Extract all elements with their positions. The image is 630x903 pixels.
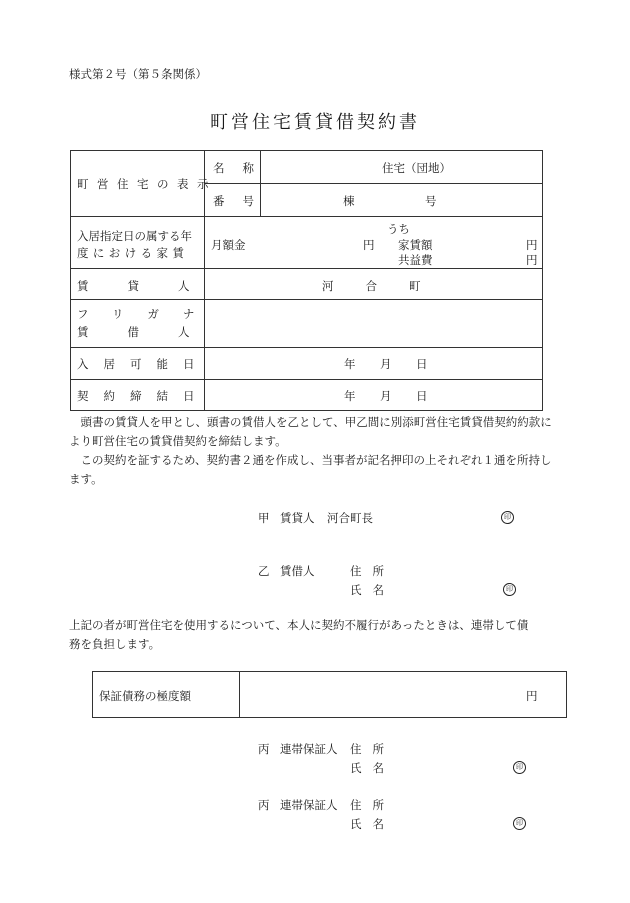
yen-label: 円 [363, 238, 375, 252]
number-label: 番号 [213, 194, 272, 208]
guarantor-2-role: 連帯保証人 [280, 798, 338, 812]
building-label: 棟 [343, 194, 355, 208]
yen-label: 円 [526, 238, 538, 252]
lessor-value: 河合町 [322, 279, 453, 293]
party-a-name: 河合町長 [327, 511, 373, 525]
guarantee-limit-label: 保証債務の極度額 [99, 689, 191, 703]
row-divider [71, 347, 543, 348]
guarantee-paragraph: 上記の者が町営住宅を使用するについて、本人に契約不履行があったときは、連帯して債務を負担します。 [69, 618, 529, 651]
name-label: 氏名 [350, 817, 395, 831]
name-label: 氏名 [350, 761, 395, 775]
number-suffix: 号 [425, 194, 437, 208]
lessor-label: 賃貸人 [77, 279, 229, 293]
seal-icon: 印 [501, 511, 514, 524]
party-a-role: 賃貸人 [280, 511, 315, 525]
seal-icon: 印 [513, 761, 526, 774]
document-title: 町営住宅賃貸借契約書 [210, 112, 420, 133]
display-label: 町営住宅の表示 [77, 177, 217, 191]
column-divider [239, 672, 240, 717]
row-divider [71, 379, 543, 380]
guarantor-2-mark: 丙 [258, 798, 270, 812]
guarantor-1-mark: 丙 [258, 742, 270, 756]
guarantee-yen-label: 円 [526, 689, 538, 703]
seal-icon: 印 [513, 817, 526, 830]
breakdown-label: うち [387, 222, 410, 236]
contract-table [70, 150, 543, 411]
party-b-mark: 乙 [258, 564, 270, 578]
row-divider [71, 216, 543, 217]
party-a-mark: 甲 [258, 511, 270, 525]
rent-label-line2: 度における家賃 [77, 246, 189, 260]
furigana-label: フリガナ [77, 307, 219, 321]
year-label: 年 [344, 357, 356, 371]
year-label: 年 [344, 389, 356, 403]
house-rent-label: 家賃額 [398, 238, 433, 252]
seal-icon: 印 [503, 583, 516, 596]
address-label: 住所 [350, 564, 395, 578]
lessee-label: 賃借人 [77, 325, 229, 339]
address-label: 住所 [350, 742, 395, 756]
day-label: 日 [416, 357, 428, 371]
guarantor-1-role: 連帯保証人 [280, 742, 338, 756]
move-in-label: 入居可能日 [77, 357, 210, 371]
day-label: 日 [416, 389, 428, 403]
name-value: 住宅（団地） [382, 161, 451, 175]
contract-date-label: 契約締結日 [77, 389, 210, 403]
name-label: 氏名 [350, 583, 395, 597]
row-divider [71, 268, 543, 269]
rent-label-line1: 入居指定日の属する年 [77, 229, 192, 243]
yen-label: 円 [526, 253, 538, 267]
address-label: 住所 [350, 798, 395, 812]
common-fee-label: 共益費 [398, 253, 433, 267]
row-divider [71, 299, 543, 300]
name-label: 名称 [213, 161, 272, 175]
month-label: 月 [380, 389, 392, 403]
monthly-label: 月額金 [211, 238, 246, 252]
agreement-paragraph: 頭書の賃貸人を甲とし、頭書の賃借人を乙として、甲乙間に別添町営住宅賃貸借契約約款により町営住宅の賃貸借契約を締結します。 [69, 415, 552, 448]
party-b-role: 賃借人 [280, 564, 315, 578]
certification-paragraph: この契約を証するため、契約書２通を作成し、当事者が記名押印の上それぞれ１通を所持します。 [69, 453, 552, 486]
row-divider [204, 183, 543, 184]
form-number: 様式第２号（第５条関係） [69, 67, 207, 81]
guarantee-limit-box [92, 671, 567, 718]
month-label: 月 [380, 357, 392, 371]
